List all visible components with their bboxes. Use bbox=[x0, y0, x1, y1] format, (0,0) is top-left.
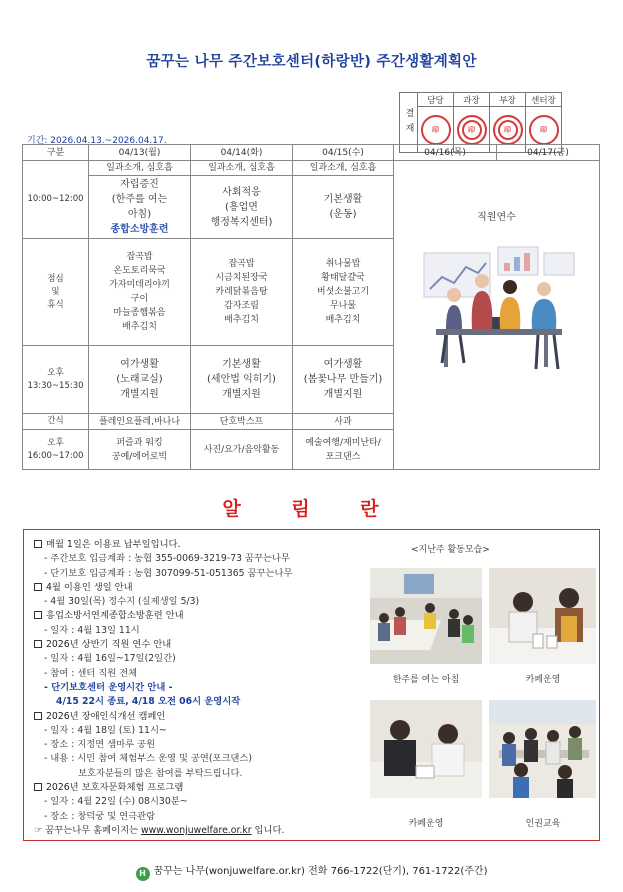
footer-text: 꿈꾸는 나무(wonjuwelfare.or.kr) 전화 766-1722(단기), 761-1722(주간) bbox=[153, 866, 488, 877]
am-wed-line1: 기본생활 bbox=[323, 194, 363, 205]
pm1-label-1: 오후 bbox=[47, 367, 64, 378]
lunch-wed-cell bbox=[293, 239, 394, 346]
day-fri: 04/17(금) bbox=[497, 145, 600, 161]
activity-photo-2 bbox=[489, 568, 596, 664]
lunch-tue-item: 카레닭볶음탕 bbox=[215, 287, 268, 297]
lunch-label-1: 점심 bbox=[47, 273, 64, 284]
row-label-am: 10:00~12:00 bbox=[23, 161, 89, 239]
homepage-line bbox=[34, 824, 354, 838]
intro-mon: 일과소개, 심호흡 bbox=[89, 161, 191, 176]
notice-subitem: - 장소 : 지정면 샘마루 공원 bbox=[44, 739, 156, 751]
day-tue: 04/14(화) bbox=[191, 145, 293, 161]
am-tue-line1: 사회적응 bbox=[222, 186, 261, 198]
training-cell bbox=[394, 161, 600, 470]
am-tue-line2: (흥업면 bbox=[225, 201, 258, 213]
notice-subitem: - 일자 : 4월 13일 11시 bbox=[44, 624, 140, 636]
notice-highlight: 4/15 22시 종료, 4/18 오전 06시 운영시작 bbox=[56, 696, 241, 708]
pm1-wed-cell bbox=[293, 346, 394, 414]
pm1-wed-line1: 여가생활 bbox=[323, 359, 363, 370]
photo-caption-2: 카페운영 bbox=[525, 675, 561, 685]
pm1-tue-line1: 기본생활 bbox=[222, 359, 261, 370]
lunch-mon-cell bbox=[89, 239, 191, 346]
row-label-snack: 간식 bbox=[23, 414, 89, 430]
photo-caption-3: 카페운영 bbox=[408, 819, 444, 829]
lunch-wed-item: 황태달걀국 bbox=[321, 273, 365, 283]
pm2-mon-line1: 퍼즐과 워킹 bbox=[116, 437, 163, 448]
notice-item: 2026년 상반기 직원 연수 안내 bbox=[34, 638, 354, 652]
signature-stamp-3: 印 bbox=[493, 115, 523, 145]
snack-mon: 플레인요플레,바나나 bbox=[89, 414, 191, 430]
homepage-link[interactable]: www.wonjuwelfare.or.kr bbox=[141, 824, 252, 836]
approval-role-director: 부장 bbox=[490, 93, 526, 107]
pm1-mon-line2: (노래교실) bbox=[116, 374, 163, 385]
row-label-pm2 bbox=[23, 430, 89, 470]
checkbox-icon bbox=[34, 712, 42, 720]
notice-subitem: - 단기보호 입금계좌 : 농협 307099-51-051365 꿈꾸는나무 bbox=[44, 567, 293, 579]
pm2-label-1: 오후 bbox=[47, 437, 64, 448]
lunch-mon-item: 잡곡밥 bbox=[126, 252, 153, 262]
lunch-label-3: 휴식 bbox=[47, 299, 64, 310]
pm1-tue-line3: 개별지원 bbox=[222, 389, 261, 400]
notice-subitem: - 일자 : 4월 18일 (토) 11시~ bbox=[44, 724, 167, 736]
am-mon-line4: 종합소방훈련 bbox=[110, 224, 169, 235]
pm1-label-2: 13:30~15:30 bbox=[27, 380, 84, 391]
lunch-mon-item: 마늘종햄볶음 bbox=[113, 308, 166, 318]
notice-item: 흥업소방서연계종합소방훈련 안내 bbox=[34, 609, 354, 623]
intro-tue: 일과소개, 심호흡 bbox=[191, 161, 293, 176]
lunch-mon-item: 배추김치 bbox=[122, 322, 157, 332]
notice-item: 4월 이용인 생일 안내 bbox=[34, 581, 354, 595]
gallery-title: <지난주 활동모습> bbox=[411, 545, 490, 555]
pm1-mon-line3: 개별지원 bbox=[120, 389, 159, 400]
notice-highlight: - 단기보호센터 운영시간 안내 - bbox=[44, 681, 173, 693]
am-mon-line1: 자립증진 bbox=[120, 179, 159, 190]
pm1-mon-cell bbox=[89, 346, 191, 414]
am-mon-cell bbox=[89, 176, 191, 239]
activity-photo-1 bbox=[370, 568, 482, 664]
photo-caption-4: 인권교육 bbox=[525, 819, 561, 829]
am-mon-line2: (한주를 여는 bbox=[111, 194, 168, 205]
photo-caption-1: 한주를 여는 아침 bbox=[392, 675, 460, 685]
notice-subitem: - 4월 30일(목) 정수지 (실제생일 5/3) bbox=[44, 596, 200, 608]
notice-heading: 알 림 란 bbox=[222, 498, 401, 520]
signature-stamp-2: 印 bbox=[457, 115, 487, 145]
signature-stamp-1: 印 bbox=[421, 115, 451, 145]
footer bbox=[0, 862, 623, 881]
homepage-prefix: ☞ 꿈꾸는나무 홈페이지는 bbox=[34, 824, 142, 836]
approval-role-manager: 과장 bbox=[454, 93, 490, 107]
pm1-mon-line1: 여가생활 bbox=[120, 359, 159, 370]
pm2-wed-cell bbox=[293, 430, 394, 470]
pm1-tue-cell bbox=[191, 346, 293, 414]
intro-wed: 일과소개, 심호흡 bbox=[293, 161, 394, 176]
notice-subitem: - 내용 : 시민 참여 체험부스 운영 및 공연(포크댄스) bbox=[44, 753, 253, 765]
lunch-tue-item: 배추김치 bbox=[224, 315, 259, 325]
pm2-wed-line1: 예술여행/재미난타/ bbox=[305, 437, 381, 448]
center-logo-icon: H bbox=[136, 867, 150, 881]
day-wed: 04/15(수) bbox=[293, 145, 394, 161]
lunch-wed-item: 버섯소불고기 bbox=[316, 287, 370, 297]
day-mon: 04/13(월) bbox=[89, 145, 191, 161]
activity-photo-3 bbox=[370, 700, 482, 798]
notice-subitem: - 일자 : 4월 16일~17일(2일간) bbox=[44, 653, 176, 665]
signature-stamp-4: 印 bbox=[529, 115, 559, 145]
training-label: 직원연수 bbox=[477, 212, 516, 223]
lunch-label-2: 및 bbox=[51, 286, 60, 297]
am-mon-line3: 아침) bbox=[127, 209, 152, 220]
checkbox-icon bbox=[34, 640, 42, 648]
pm2-mon-line2: 공예/에어로빅 bbox=[111, 451, 168, 462]
schedule-period: 기간: 2026.04.13.~2026.04.17. bbox=[27, 136, 167, 146]
lunch-wed-item: 취나물밥 bbox=[325, 259, 361, 269]
am-tue-line3: 행정복지센터) bbox=[210, 216, 273, 228]
approval-role-staff: 담당 bbox=[418, 93, 454, 107]
page-title: 꿈꾸는 나무 주간보호센터(하랑반) 주간생활계획안 bbox=[146, 54, 477, 70]
snack-tue: 단호박스프 bbox=[191, 414, 293, 430]
notice-subitem: - 일자 : 4월 22일 (수) 08시30분~ bbox=[44, 796, 188, 808]
approval-label: 결재 bbox=[400, 93, 418, 153]
notice-list bbox=[34, 538, 354, 838]
checkbox-icon bbox=[34, 783, 42, 791]
col-header: 구분 bbox=[23, 145, 89, 161]
pm1-tue-line2: (세안법 익히기) bbox=[207, 374, 276, 385]
notice-subitem: - 참여 : 센터 직원 전체 bbox=[44, 667, 138, 679]
lunch-tue-item: 시금치된장국 bbox=[215, 273, 268, 283]
pm1-wed-line2: (봄꽃나무 만들기) bbox=[303, 374, 383, 385]
checkbox-icon bbox=[34, 611, 42, 619]
lunch-wed-item: 무나물 bbox=[329, 301, 357, 311]
pm2-wed-line2: 포크댄스 bbox=[325, 451, 361, 462]
checkbox-icon bbox=[34, 540, 42, 548]
row-label-lunch bbox=[23, 239, 89, 346]
lunch-mon-item: 온도토리묵국 bbox=[113, 266, 166, 276]
lunch-mon-item: 가자미데리야끼 bbox=[109, 280, 170, 290]
homepage-suffix: 입니다. bbox=[251, 824, 285, 836]
staff-training-illustration bbox=[406, 233, 588, 383]
am-wed-cell bbox=[293, 176, 394, 239]
lunch-tue-cell bbox=[191, 239, 293, 346]
approval-role-head: 센터장 bbox=[526, 93, 562, 107]
lunch-wed-item: 배추김치 bbox=[325, 315, 361, 325]
lunch-mon-item: 구이 bbox=[130, 294, 149, 304]
checkbox-icon bbox=[34, 583, 42, 591]
notice-item: 2026년 보호자문화체험 프로그램 bbox=[34, 781, 354, 795]
pm2-label-2: 16:00~17:00 bbox=[27, 450, 84, 461]
notice-item: 2026년 장애인식개선 캠페인 bbox=[34, 710, 354, 724]
am-tue-cell bbox=[191, 176, 293, 239]
pm1-wed-line3: 개별지원 bbox=[323, 389, 363, 400]
pm2-tue-cell bbox=[191, 430, 293, 470]
notice-subitem: 보호자분들의 많은 참여를 부탁드립니다. bbox=[78, 767, 243, 779]
am-wed-line2: (운동) bbox=[329, 209, 357, 220]
notice-subitem: - 주간보호 입금계좌 : 농협 355-0069-3219-73 꿈꾸는나무 bbox=[44, 553, 290, 565]
lunch-tue-item: 잡곡밥 bbox=[228, 259, 255, 269]
lunch-tue-item: 감자조림 bbox=[224, 301, 259, 311]
notice-subitem: - 장소 : 창덕궁 및 연극관람 bbox=[44, 810, 156, 822]
pm2-tue-line1: 사진/요가/음악활동 bbox=[203, 444, 280, 455]
schedule-table bbox=[22, 144, 600, 470]
activity-photo-4 bbox=[489, 700, 596, 798]
row-label-pm1 bbox=[23, 346, 89, 414]
snack-wed: 사과 bbox=[293, 414, 394, 430]
pm2-mon-cell bbox=[89, 430, 191, 470]
notice-item: 매월 1일은 이용료 납부일입니다. bbox=[34, 538, 354, 552]
day-thu: 04/16(목) bbox=[394, 145, 497, 161]
